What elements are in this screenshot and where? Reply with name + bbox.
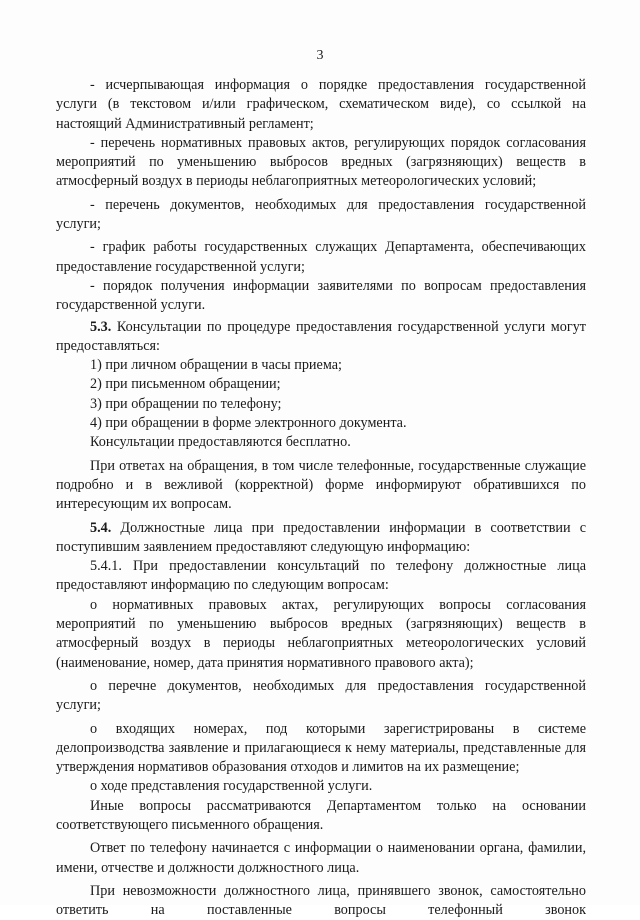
- paragraph: о входящих номерах, под которыми зарегистрированы в системе делопроизводства заявление и прилагающиеся к нему материалы, представленные для утверждения нормативов образования отходов и лимитов на их размещение;: [56, 720, 586, 776]
- section-number: 5.3.: [90, 318, 112, 335]
- page-number: 3: [316, 48, 324, 63]
- paragraph: При ответах на обращения, в том числе телефонные, государственные служащие подробно и в вежливой (корректной) форме информируют обратившихся по интересующим их вопросам.: [56, 457, 586, 513]
- document-body: [56, 76, 586, 920]
- paragraph: Ответ по телефону начинается с информации о наименовании органа, фамилии, имени, отчестве и должности должностного лица.: [56, 840, 586, 876]
- paragraph: - порядок получения информации заявителями по вопросам предоставления государственной услуги.: [56, 277, 586, 314]
- list-item: 2) при письменном обращении;: [90, 376, 281, 393]
- paragraph: - исчерпывающая информация о порядке предоставления государственной услуги (в текстовом и/или графическом, схематическом виде), со ссылкой на настоящий Административный регламент;: [56, 77, 586, 132]
- section-paragraph: [56, 318, 586, 357]
- paragraph: о ходе представления государственной услуги.: [90, 778, 373, 795]
- paragraph-text: Должностные лица при предоставлении информации в соответствии с поступившим заявлением предоставляют следующую информацию:: [56, 519, 586, 555]
- paragraph: Иные вопросы рассматриваются Департаментом только на основании соответствующего письменного обращения.: [56, 797, 586, 833]
- list-item: 4) при обращении в форме электронного документа.: [90, 415, 407, 432]
- list-item: 3) при обращении по телефону;: [90, 395, 282, 412]
- section-number: 5.4.: [90, 519, 112, 536]
- paragraph: - график работы государственных служащих Департамента, обеспечивающих предоставление государственной услуги;: [56, 239, 586, 275]
- paragraph: 5.4.1. При предоставлении консультаций по телефону должностные лица предоставляют информацию по следующим вопросам:: [56, 558, 586, 594]
- paragraph-text: Консультации по процедуре предоставления государственной услуги могут предоставляться:: [56, 318, 586, 354]
- paragraph: о нормативных правовых актах, регулирующих вопросы согласования мероприятий по уменьшению выбросов вредных (загрязняющих) веществ в атмосферный воздух в периоды неблагоприятных метеорологических условий (наименование, номер, дата принятия нормативного правового акта);: [56, 596, 586, 671]
- paragraph: - перечень нормативных правовых актов, регулирующих порядок согласования мероприятий по уменьшению выбросов вредных (загрязняющих) веществ в атмосферный воздух в периоды неблагоприятных метеорологических условий;: [56, 134, 586, 190]
- paragraph: о перечне документов, необходимых для предоставления государственной услуги;: [56, 677, 586, 714]
- section-paragraph: [56, 519, 586, 558]
- list-item: 1) при личном обращении в часы приема;: [90, 357, 342, 374]
- paragraph: - перечень документов, необходимых для предоставления государственной услуги;: [56, 196, 586, 233]
- paragraph: При невозможности должностного лица, принявшего звонок, самостоятельно ответить на поставленные вопросы телефонный звонок: [56, 882, 586, 919]
- paragraph: Консультации предоставляются бесплатно.: [90, 434, 351, 451]
